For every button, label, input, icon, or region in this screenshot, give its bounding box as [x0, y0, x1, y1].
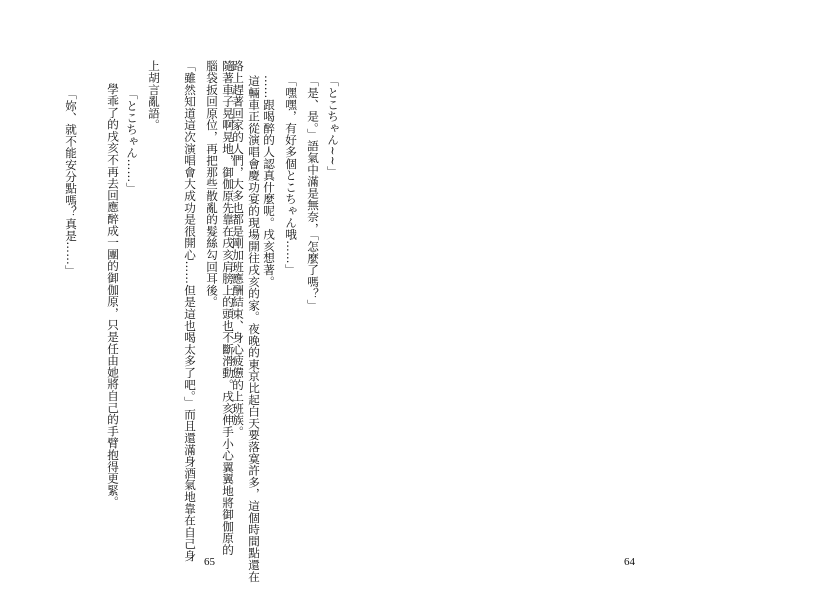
text-line: 學乖了的戌亥不再去回應醉成一團的御伽原，只是任由她將自己的手臂抱得更緊。 [106, 83, 120, 508]
text-line: 「雖然知道這次演唱會大成功是很開心……但是這也喝太多了吧。」而且還滿身酒氣地靠在自己身 [183, 60, 197, 562]
text-line: 腦袋扳回原位，再把那些散亂的髮絲勾回耳後。 [205, 60, 219, 308]
text-line: ……跟喝醉的人認真什麼呢。戌亥想著。 [262, 75, 276, 288]
text-line: 「是、是。」語氣中滿是無奈，「怎麼了嗎？」 [306, 75, 320, 312]
left-page [0, 0, 419, 595]
text-line: 路上趕著回家的人們，大多也都是剛加班應酬結束、身心疲憊的上班族。 [231, 60, 245, 438]
page-number: 65 [204, 556, 215, 568]
right-page [231, 0, 838, 595]
page-number: 64 [624, 556, 635, 568]
text-line: 「とこちゃん……」 [125, 88, 139, 195]
text-line: 「妳、就不能安分點嗎？真是……」 [64, 88, 78, 277]
text-line: 上胡言亂語。 [147, 60, 161, 131]
text-line: 隨著車子晃啊晃地，御伽原先靠在戌亥肩膀上的頭也不斷滑動。戌亥伸手小心翼翼地將御伽原的 [221, 60, 235, 556]
text-line: 「嘿嘿，有好多個とこちゃん哦……」 [284, 75, 298, 276]
text-line: 這輛車正從演唱會慶功宴的現場開往戌亥的家。夜晚的東京比起白天要落寞許多，這個時間點還在 [247, 75, 261, 583]
text-line: 「とこちゃん∼∼」 [326, 75, 340, 178]
